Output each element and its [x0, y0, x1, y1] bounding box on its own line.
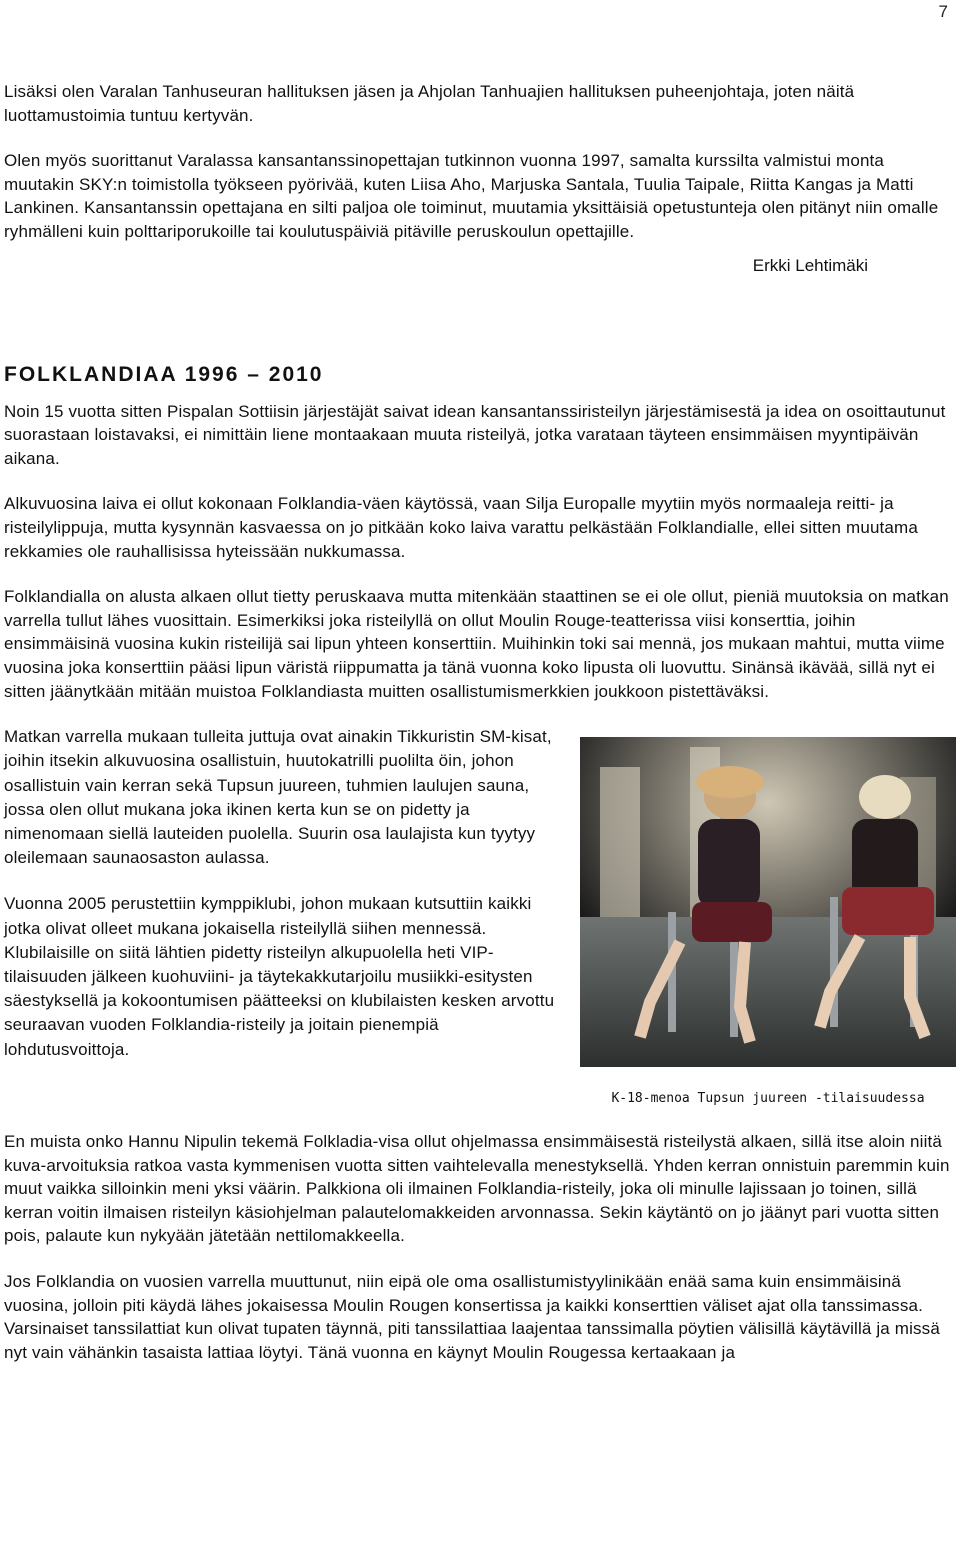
- paragraph-end-1: En muista onko Hannu Nipulin tekemä Folkladia-visa ollut ohjelmassa ensimmäisestä risteilystä alkaen, sillä itse aloin niitä kuva-arvoituksia ratkoa vasta kymmenisen vuotta sitten vaihtelevalla menestyksellä. Yhden kerran onnistuin paremmin kuin muut vaikka silloinkin meni yksi väärin. Palkkiona oli ilmainen Folklandia-risteily, joka oli minulle lajissaan jo toinen, sillä kerran voitin ilmaisen risteilyn käsiohjelman palautelomakkeiden arvonnassa. Sekin käytäntö on jo jäänyt pari vuotta sitten pois, palaute kun nykyään jätetään nettilomakkeella.: [4, 1132, 950, 1246]
- photo-caption: K-18-menoa Tupsun juureen -tilaisuudessa: [611, 1091, 925, 1107]
- page-number: 7: [938, 2, 948, 21]
- page-content: [4, 80, 956, 1364]
- paragraph-left-1: Matkan varrella mukaan tulleita juttuja ovat ainakin Tikkuristin SM-kisat, joihin itsekin alkuvuosina osallistuin, huutokatrilli puolilta öin, johon osallistuin vain kerran sekä Tupsun juureen, tuhmien laulujen sauna, jossa olen ollut mukana joka ikinen kerta kun se on pidetty ja nimenomaan siellä lauteiden puolella. Suurin osa laulajista kun tyytyy oleilemaan saunaosaston aulassa.: [4, 727, 552, 868]
- paragraph-article-1: Noin 15 vuotta sitten Pispalan Sottiisin järjestäjät saivat idean kansantanssiristeilyn järjestämisestä ja idea on osoittautunut suorastaan loistavaksi, ei nimittäin liene montaakaan muuta risteilyä, jotka varataan täyteen ensimmäisen myyntipäivän aikana.: [4, 401, 946, 468]
- left-column: [4, 725, 569, 1106]
- photo-block: [580, 737, 956, 1106]
- paragraph-article-3: Folklandialla on alusta alkaen ollut tietty peruskaava mutta mitenkään staattinen se ei ole ollut, pieniä muutoksia on matkan varrella tullut lähes vuosittain. Esimerkiksi joka risteilyllä on ollut Moulin Rouge-teatterissa viisi konserttia, joihin ensimmäisinä vuosina kukin risteilijä sai lipun yhteen konserttiin. Muihinkin toki sai mennä, jos mukaan mahtui, mutta viime vuosina joka konserttiin pääsi lipun väristä riippumatta ja tänä vuonna koko lipusta oli luovuttu. Sinänsä ikävää, sillä nyt ei sitten jäänytkään mitään muistoa Folklandiasta muitten osallistumismerkkien joukkoon pistettäväksi.: [4, 587, 949, 701]
- photo-image: [580, 737, 956, 1067]
- paragraph-intro-1: Lisäksi olen Varalan Tanhuseuran hallituksen jäsen ja Ahjolan Tanhuajien hallituksen puheenjohtaja, joten näitä luottamustoimia tuntuu kertyvän.: [4, 82, 855, 125]
- paragraph-intro-2: Olen myös suorittanut Varalassa kansantanssinopettajan tutkinnon vuonna 1997, samalta kurssilta valmistui monta muutakin SKY:n toimistolla työkseen pyörivää, kuten Liisa Aho, Marjuska Santala, Tuulia Taipale, Riitta Kangas ja Matti Lankinen. Kansantanssin opettajana en silti paljoa ole toiminut, muutamia yksittäisiä opetustunteja olen pitänyt niin omalle ryhmälleni kuin polttariporukoille tai koulutuspäiviä pitäville peruskoulun opettajille.: [4, 151, 939, 241]
- author-signature: Erkki Lehtimäki: [752, 255, 868, 275]
- text-with-photo: [4, 725, 956, 1106]
- paragraph-left-2: Vuonna 2005 perustettiin kymppiklubi, johon mukaan kutsuttiin kaikki jotka olivat olleet mukana jokaisella risteilyllä siihen mennessä. Klubilaisille on siitä lähtien pidetty risteilyn alkupuolella heti VIP-tilaisuuden jälkeen kuohuviini- ja täytekakkutarjoilu musiikki-esitysten säestyksellä ja kokoontumisen päätteeksi on klubilaisten kesken arvottu seuraavan vuoden Folklandia-risteily ja joitain pienempiä lohdutusvoittoja.: [4, 894, 555, 1059]
- paragraph-article-2: Alkuvuosina laiva ei ollut kokonaan Folklandia-väen käytössä, vaan Silja Europalle myytiin myös normaaleja reitti- ja risteilylippuja, mutta kysynnän kasvaessa on jo pitkään koko laiva varattu pelkästään Folklandialle, ellei sitten muutama rekkamies ole rauhallisissa hyteissään nukkumassa.: [4, 494, 918, 561]
- article-heading: FOLKLANDIAA 1996 – 2010: [4, 362, 324, 386]
- paragraph-end-2: Jos Folklandia on vuosien varrella muuttunut, niin eipä ole oma osallistumistyylinikään enää sama kuin ensimmäisinä vuosina, jolloin piti käydä lähes jokaisessa Moulin Rougen konsertissa ja kaikki konserttien väliset ajat olla tanssimassa. Varsinaiset tanssilattiat kun olivat tupaten täynnä, piti tanssilattiaa laajentaa tanssimalla pöytien välisillä käytävillä ja missä nyt vain vähänkin tasaista lattiaa löytyi. Tänä vuonna en käynyt Moulin Rougessa kertaakaan ja: [4, 1272, 940, 1362]
